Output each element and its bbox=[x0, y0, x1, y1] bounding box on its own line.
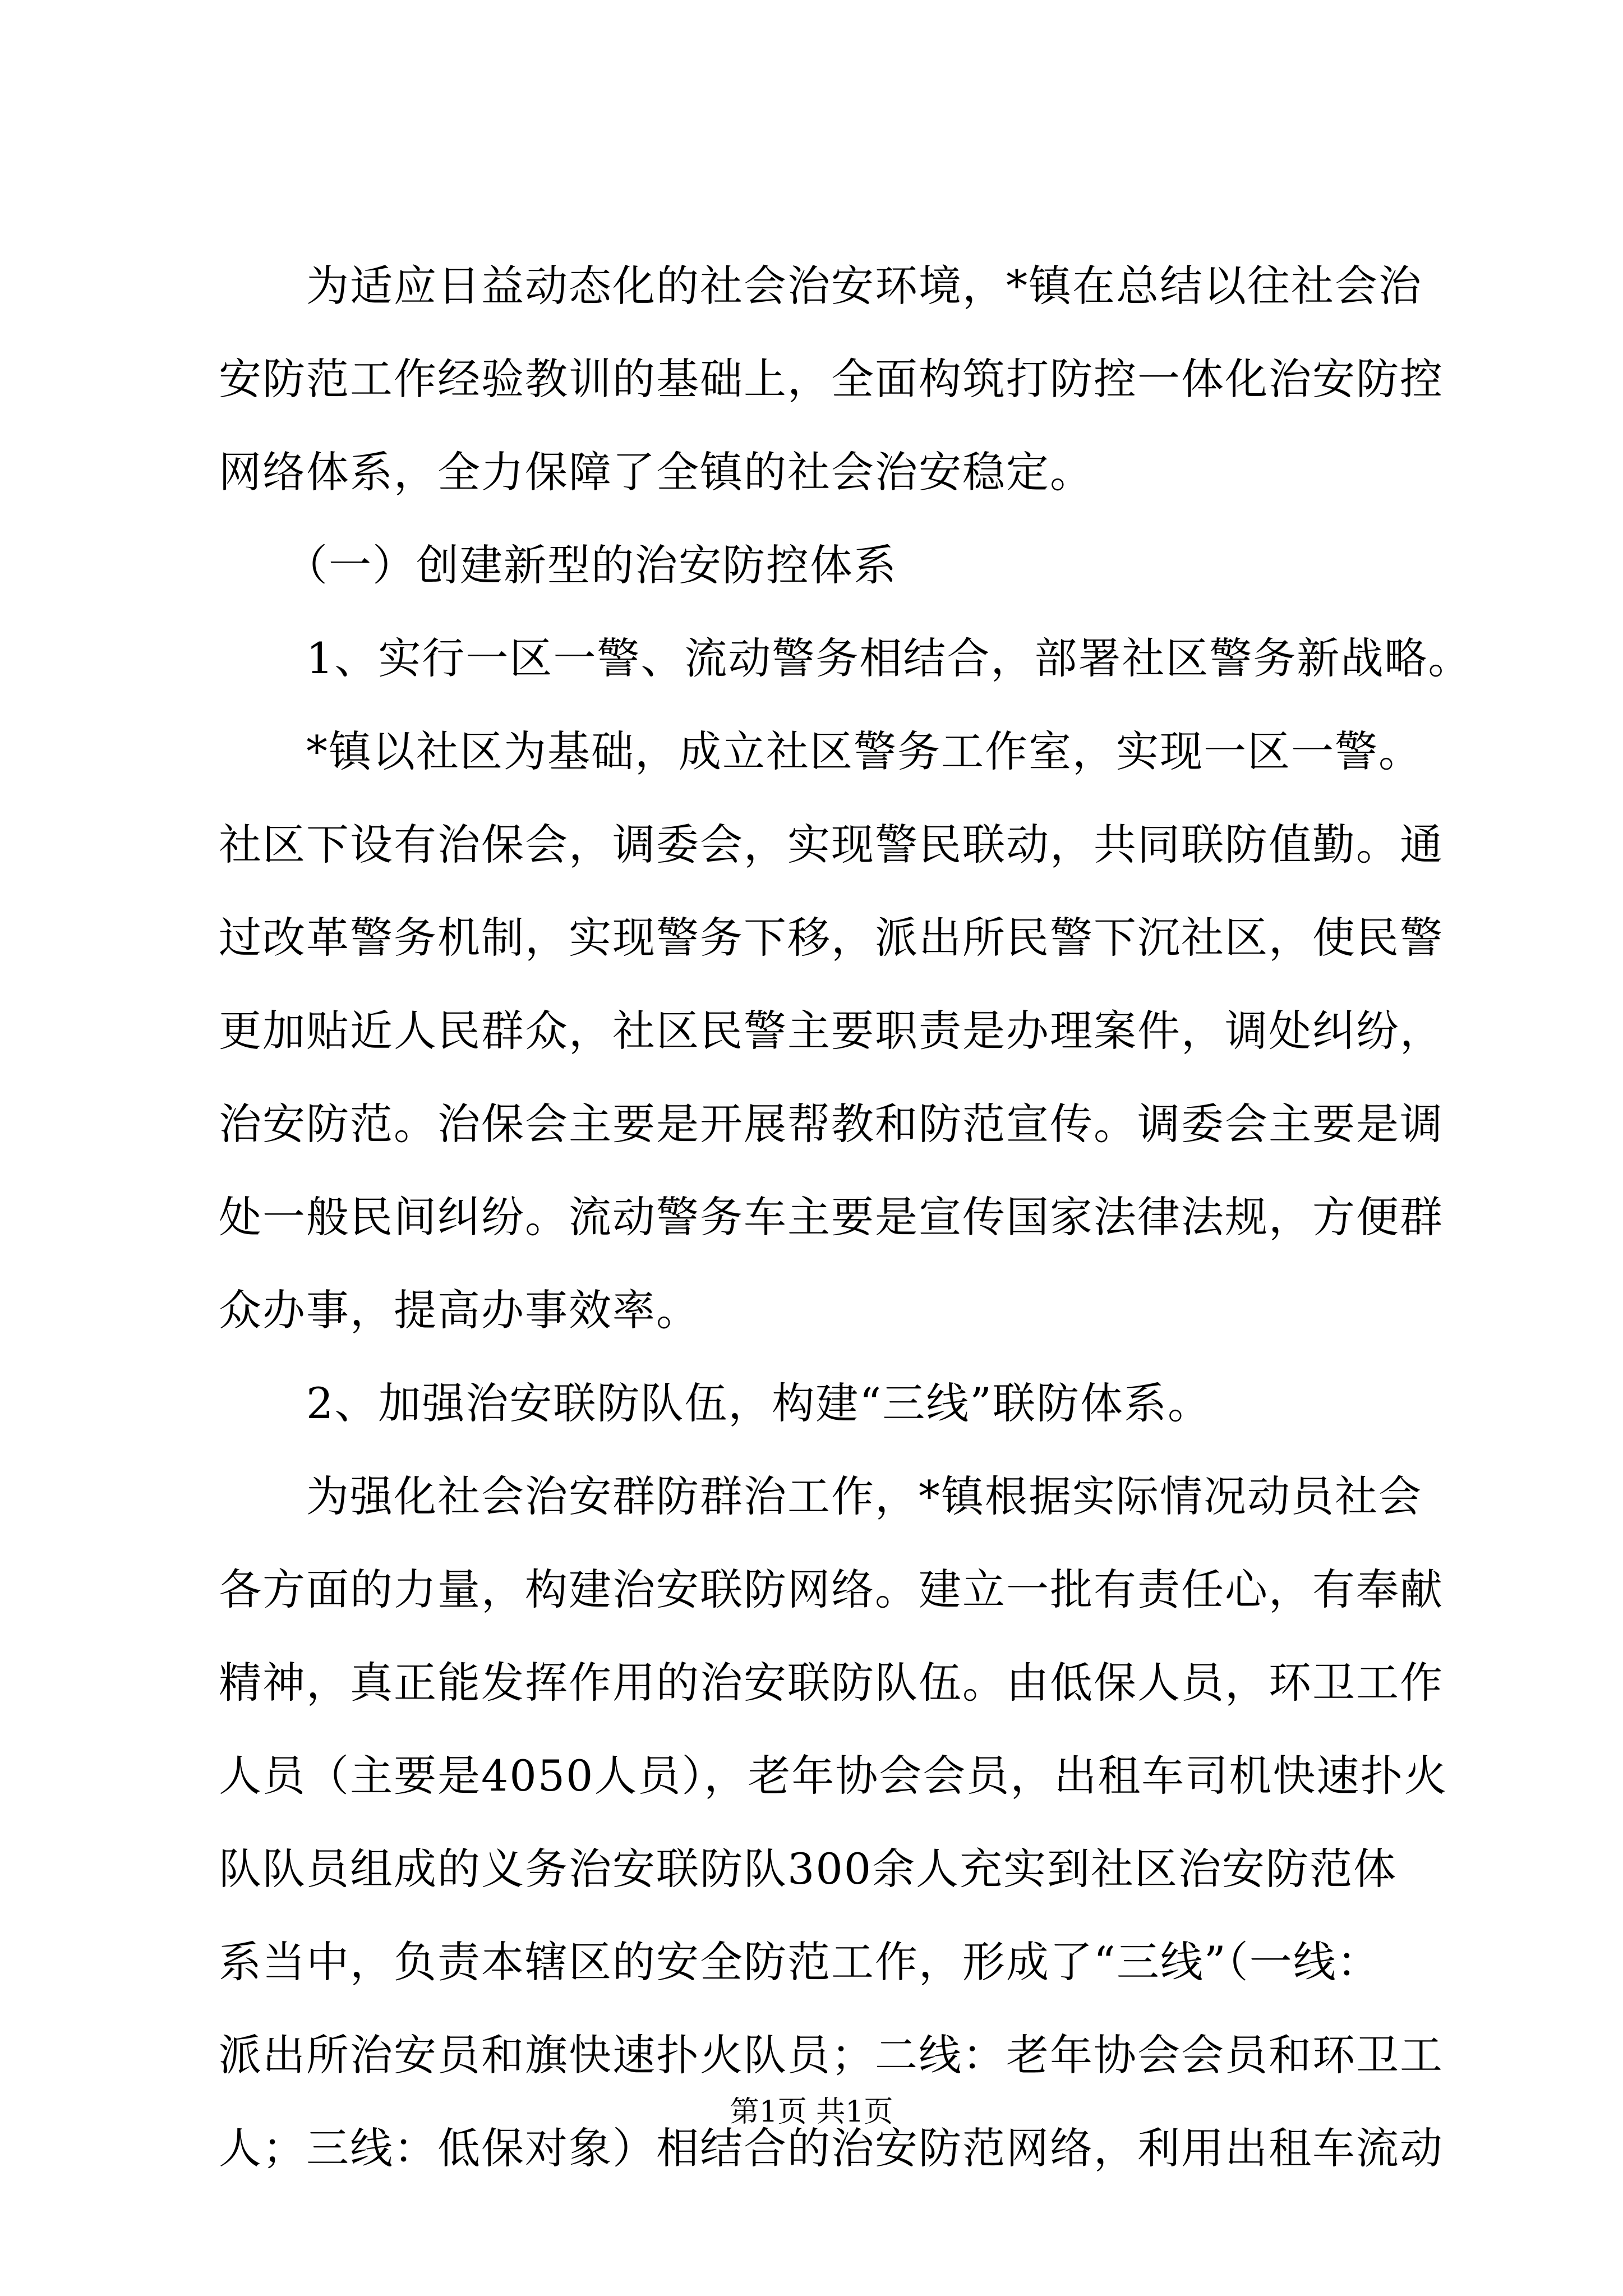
text-line: 社区下设有治保会，调委会，实现警民联动，共同联防值勤。通 bbox=[219, 820, 1444, 869]
text-line: 网络体系，全力保障了全镇的社会治安稳定。 bbox=[219, 447, 1094, 497]
text-line: 治安防范。治保会主要是开展帮教和防范宣传。调委会主要是调 bbox=[219, 1099, 1444, 1149]
subsection-heading: 1、实行一区一警、流动警务相结合，部署社区警务新战略。 bbox=[219, 633, 1472, 683]
text-line: 过改革警务机制，实现警务下移，派出所民警下沉社区，使民警 bbox=[219, 913, 1444, 963]
text-line: 为适应日益动态化的社会治安环境，*镇在总结以往社会治 bbox=[219, 261, 1422, 311]
text-line: 众办事，提高办事效率。 bbox=[219, 1285, 700, 1335]
text-line: 人；三线：低保对象）相结合的治安防范网络，利用出租车流动 bbox=[219, 2123, 1444, 2173]
section-heading: （一）创建新型的治安防控体系 bbox=[219, 540, 897, 590]
text-line: *镇以社区为基础，成立社区警务工作室，实现一区一警。 bbox=[219, 726, 1422, 776]
text-line: 队队员组成的义务治安联防队300余人充实到社区治安防范体 bbox=[219, 1844, 1398, 1894]
subsection-heading: 2、加强治安联防队伍，构建“三线”联防体系。 bbox=[219, 1378, 1212, 1428]
text-line: 安防范工作经验教训的基础上，全面构筑打防控一体化治安防控 bbox=[219, 354, 1444, 404]
text-line: 派出所治安员和旗快速扑火队员；二线：老年协会会员和环卫工 bbox=[219, 2030, 1444, 2080]
text-line: 各方面的力量，构建治安联防网络。建立一批有责任心，有奉献 bbox=[219, 1565, 1444, 1614]
text-line: 为强化社会治安群防群治工作，*镇根据实际情况动员社会 bbox=[219, 1471, 1422, 1521]
text-line: 处一般民间纠纷。流动警务车主要是宣传国家法律法规，方便群 bbox=[219, 1192, 1444, 1242]
page-footer: 第1页 共1页 bbox=[730, 2095, 893, 2129]
text-line: 精神，真正能发挥作用的治安联防队伍。由低保人员，环卫工作 bbox=[219, 1658, 1444, 1708]
text-line: 系当中，负责本辖区的安全防范工作，形成了“三线”（一线： bbox=[219, 1937, 1381, 1987]
text-line: 人员（主要是4050人员），老年协会会员，出租车司机快速扑火 bbox=[219, 1751, 1448, 1801]
text-line: 更加贴近人民群众，社区民警主要职责是办理案件，调处纠纷， bbox=[219, 1006, 1444, 1056]
